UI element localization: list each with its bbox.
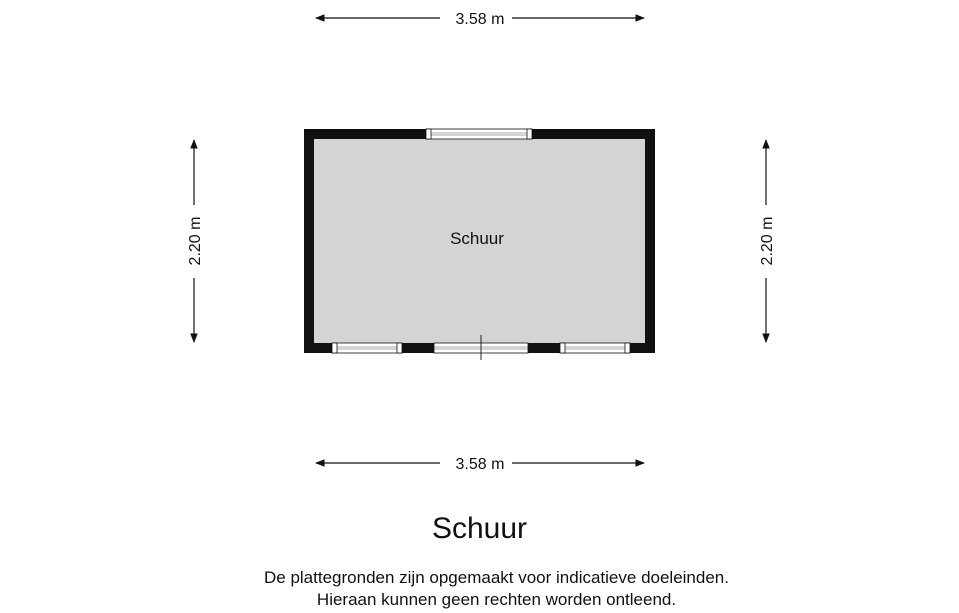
room-label: Schuur bbox=[450, 229, 504, 248]
bottom-right-window bbox=[560, 343, 630, 353]
bottom-dimension-label: 3.58 m bbox=[455, 456, 505, 473]
bottom-left-window bbox=[332, 343, 402, 353]
left-dimension bbox=[187, 140, 204, 342]
right-dimension-label: 2.20 m bbox=[759, 216, 776, 266]
top-dimension-label: 3.58 m bbox=[455, 11, 505, 28]
plan-title: Schuur bbox=[431, 512, 528, 545]
disclaimer-line-1: De plattegronden zijn opgemaakt voor indicatieve doeleinden. bbox=[264, 568, 729, 587]
disclaimer-line-2: Hieraan kunnen geen rechten worden ontleend. bbox=[316, 590, 677, 609]
left-dimension-label: 2.20 m bbox=[187, 216, 204, 266]
right-dimension bbox=[759, 140, 776, 342]
disclaimer bbox=[0, 567, 959, 611]
top-dimension bbox=[316, 11, 644, 28]
bottom-dimension bbox=[316, 456, 644, 473]
top-window bbox=[426, 129, 532, 139]
room-schuur bbox=[304, 129, 655, 360]
